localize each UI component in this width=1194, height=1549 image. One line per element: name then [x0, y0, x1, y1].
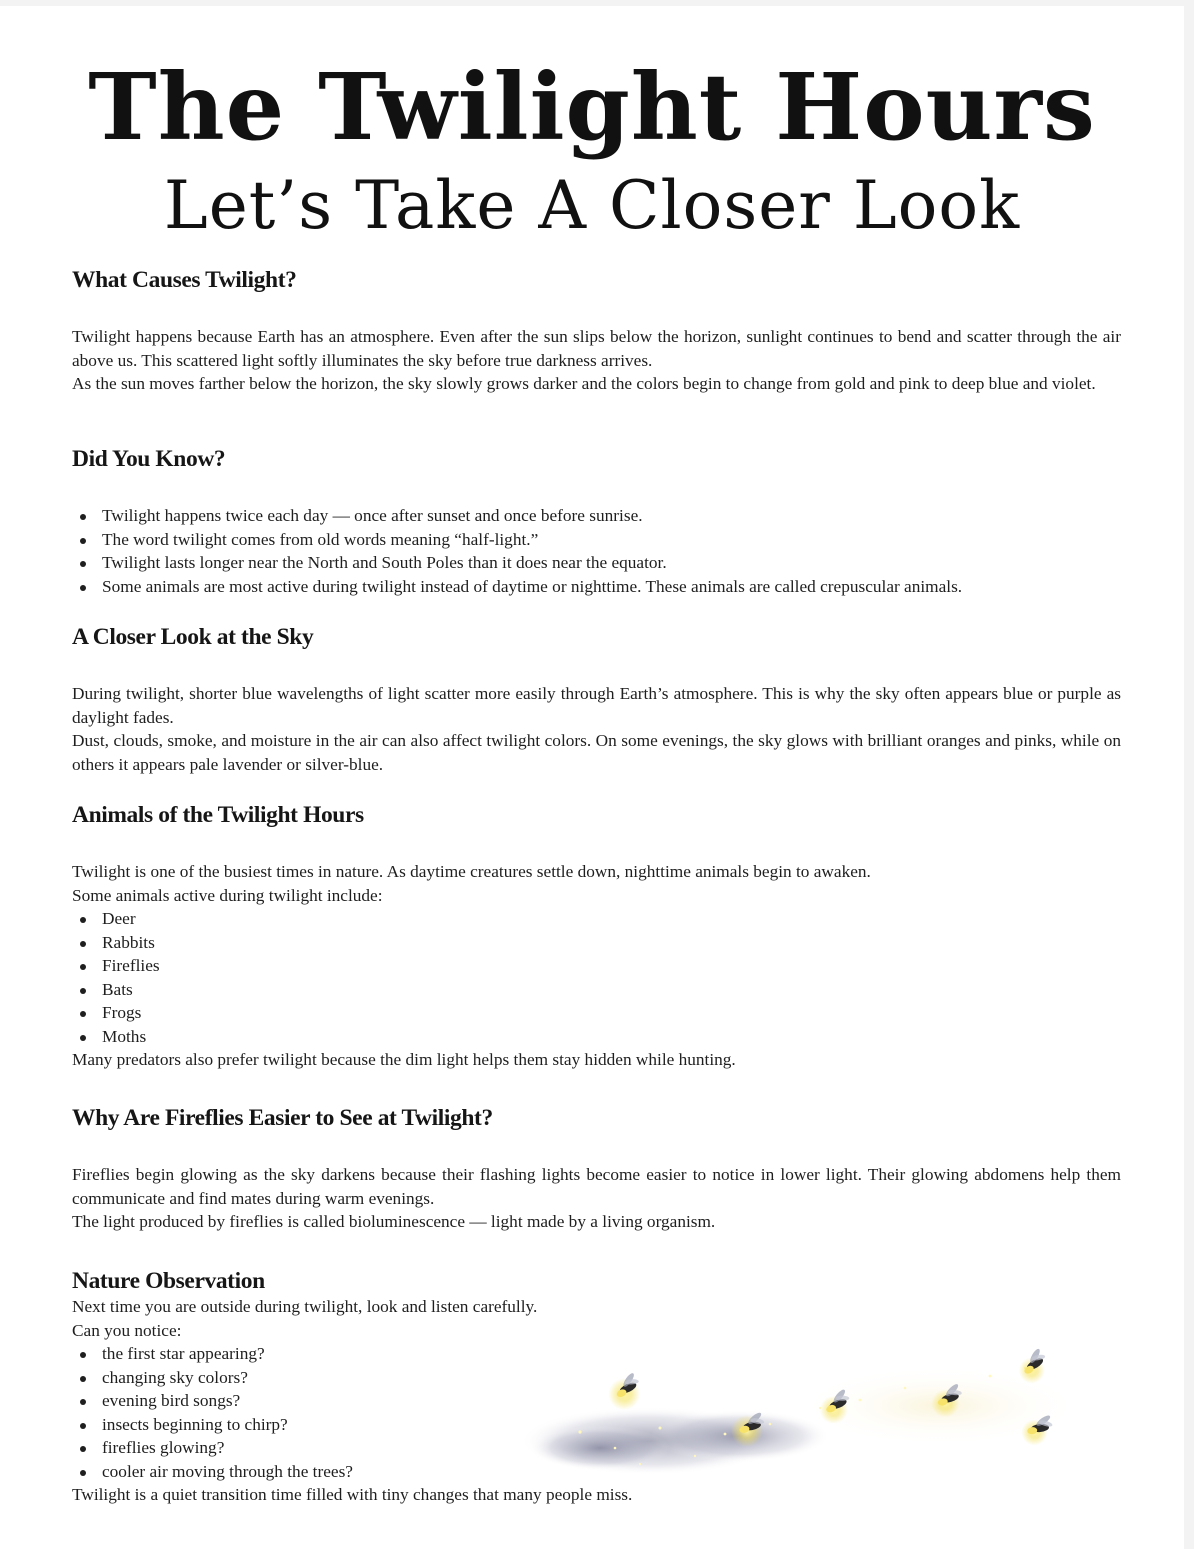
list-item: evening bird songs? — [72, 1389, 353, 1413]
list-item: Fireflies — [72, 954, 160, 978]
list-item: Rabbits — [72, 931, 160, 955]
list-item: insects beginning to chirp? — [72, 1413, 353, 1437]
observation-intro-1: Next time you are outside during twilight, look and listen carefully. — [72, 1297, 538, 1316]
observation-intro-2: Can you notice: — [72, 1321, 182, 1340]
causes-paragraph-2: As the sun moves farther below the horizon, the sky slowly grows darker and the colors begin to change from gold and pink to deep blue and violet. — [72, 374, 1096, 393]
worksheet-page — [0, 6, 1184, 1549]
list-item: Deer — [72, 907, 160, 931]
animals-intro-1: Twilight is one of the busiest times in nature. As daytime creatures settle down, nighttime animals begin to awaken. — [72, 862, 871, 881]
list-item: Twilight lasts longer near the North and South Poles than it does near the equator. — [72, 551, 962, 575]
animals-list — [72, 907, 160, 1048]
observation-list — [72, 1342, 353, 1483]
heading-closer-look-sky: A Closer Look at the Sky — [72, 624, 314, 650]
animals-outro: Many predators also prefer twilight because the dim light helps them stay hidden while hunting. — [72, 1050, 736, 1069]
animals-intro-2: Some animals active during twilight include: — [72, 886, 383, 905]
list-item: Moths — [72, 1025, 160, 1049]
heading-did-you-know: Did You Know? — [72, 446, 226, 472]
list-item: Frogs — [72, 1001, 160, 1025]
heading-what-causes-twilight: What Causes Twilight? — [72, 267, 297, 293]
list-item: The word twilight comes from old words meaning “half-light.” — [72, 528, 962, 552]
sky-paragraph-1: During twilight, shorter blue wavelengths of light scatter more easily through Earth’s atmosphere. This is why the sky often appears blue or purple as daylight fades. — [72, 684, 1121, 727]
fireflies-paragraph-1: Fireflies begin glowing as the sky darkens because their flashing lights become easier to notice in lower light. Their glowing abdomens help them communicate and find mates during warm evenings. — [72, 1165, 1121, 1208]
list-item: Some animals are most active during twilight instead of daytime or nighttime. These animals are called crepuscular animals. — [72, 575, 962, 599]
list-item: Twilight happens twice each day — once after sunset and once before sunrise. — [72, 504, 962, 528]
list-item: changing sky colors? — [72, 1366, 353, 1390]
fireflies-illustration-icon — [520, 1336, 1080, 1496]
page-title: The Twilight Hours — [88, 53, 1096, 161]
heading-animals-twilight: Animals of the Twilight Hours — [72, 802, 364, 828]
list-item: the first star appearing? — [72, 1342, 353, 1366]
fireflies-paragraph-2: The light produced by fireflies is called bioluminescence — light made by a living organism. — [72, 1212, 716, 1231]
sky-paragraph-2: Dust, clouds, smoke, and moisture in the air can also affect twilight colors. On some evenings, the sky glows with brilliant oranges and pinks, while on others it appears pale lavender or silver-blue. — [72, 731, 1121, 774]
list-item: fireflies glowing? — [72, 1436, 353, 1460]
list-item: Bats — [72, 978, 160, 1002]
causes-paragraph-1: Twilight happens because Earth has an atmosphere. Even after the sun slips below the horizon, sunlight continues to bend and scatter through the air above us. This scattered light softly illuminates the sky before true darkness arrives. — [72, 327, 1121, 370]
cloud-shape — [520, 1366, 1080, 1475]
observation-outro: Twilight is a quiet transition time filled with tiny changes that many people miss. — [72, 1485, 633, 1504]
heading-fireflies-twilight: Why Are Fireflies Easier to See at Twilight? — [72, 1105, 493, 1131]
heading-nature-observation: Nature Observation — [72, 1268, 265, 1294]
list-item: cooler air moving through the trees? — [72, 1460, 353, 1484]
page-subtitle: Let’s Take A Closer Look — [163, 167, 1021, 244]
did-you-know-list — [72, 504, 962, 598]
